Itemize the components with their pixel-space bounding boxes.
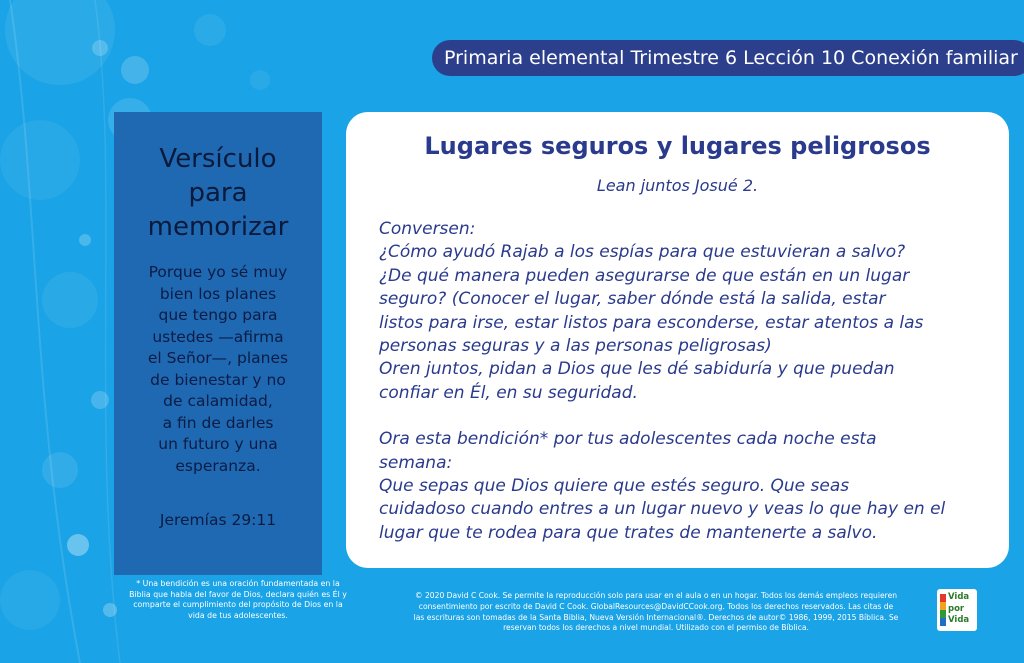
blessing-footnote (118, 579, 358, 621)
body-line: confiar en Él, en su seguridad. (379, 382, 638, 403)
verse-line: de calamidad, (163, 392, 273, 410)
verse-line: a fin de darles (162, 413, 274, 432)
memory-verse-title-line: para (188, 178, 248, 208)
copyright-line: © 2020 David C Cook. Se permite la reproducción solo para usar en el aula o en un hogar. Todos los demás empleos requieren (414, 591, 898, 600)
logo-word: Vida (948, 615, 970, 625)
footnote-line: Biblia que habla del favor de Dios, declara quién es Él y (129, 589, 347, 599)
verse-line: Porque yo sé muy (148, 263, 288, 281)
verse-line: el Señor—, planes (147, 349, 289, 367)
body-line: seguro? (Conocer el lugar, saber dónde está la salida, estar (379, 289, 886, 310)
card-subtitle: Lean juntos Josué 2. (596, 176, 759, 195)
logo-stripes-icon (940, 594, 946, 626)
memory-verse-title-line: Versículo (159, 144, 277, 174)
card-body (379, 218, 989, 545)
verse-line: ustedes —afirma (152, 327, 284, 346)
logo-text (948, 592, 969, 627)
verse-line: esperanza. (175, 456, 261, 475)
logo-word: Vida (948, 592, 970, 602)
memory-verse-title (114, 142, 322, 244)
blessing-line: Que sepas que Dios quiere que estés seguro. Que seas (379, 476, 850, 497)
copyright-line: las escrituras son tomadas de la Santa Biblia, Nueva Versión Internacional®. Derechos de autor© 1986, 1999, 2015 Bíblica. Se (413, 612, 899, 622)
body-line: personas seguras y a las personas peligrosas) (379, 336, 772, 357)
card-title: Lugares seguros y lugares peligrosos (424, 132, 931, 160)
memory-verse-text (114, 262, 322, 477)
lesson-header (432, 40, 1024, 76)
paragraph-gap (379, 405, 989, 428)
footnote-line: comparte el cumplimiento del propósito de Dios en la (133, 600, 343, 610)
logo-word: por (948, 603, 965, 614)
lesson-card (346, 112, 1009, 568)
body-line: ¿De qué manera pueden asegurarse de que están en un lugar (379, 265, 910, 286)
blessing-line: lugar que te rodea para que trates de mantenerte a salvo. (379, 522, 878, 543)
body-line: Conversen: (379, 219, 476, 239)
copyright-line: consentimiento por escrito de David C Cook. GlobalResources@DavidCCook.org. Todos los derechos reservados. Las citas de (418, 601, 894, 611)
verse-line: un futuro y una (158, 435, 278, 453)
memory-verse-title-line: memorizar (147, 212, 289, 242)
verse-reference: Jeremías 29:11 (159, 511, 277, 529)
body-line: ¿Cómo ayudó Rajab a los espías para que estuvieran a salvo? (379, 242, 906, 263)
copyright-notice (378, 591, 934, 634)
body-line: listos para irse, estar listos para esconderse, estar atentos a las (379, 312, 924, 333)
verse-line: de bienestar y no (150, 370, 286, 389)
blessing-line: semana: (379, 452, 453, 473)
lesson-header-text: Primaria elemental Trimestre 6 Lección 10 Conexión familiar (444, 47, 1018, 69)
verse-line: que tengo para (158, 306, 278, 324)
vida-por-vida-logo (937, 589, 977, 631)
footnote-line: * Una bendición es una oración fundamentada en la (136, 579, 340, 588)
blessing-line: cuidadoso cuando entres a un lugar nuevo y veas lo que hay en el (379, 499, 946, 520)
blessing-line: Ora esta bendición* por tus adolescentes cada noche esta (379, 429, 877, 450)
memory-verse-panel (114, 112, 322, 575)
body-line: Oren juntos, pidan a Dios que les dé sabiduría y que puedan (379, 359, 895, 380)
verse-line: bien los planes (159, 284, 277, 303)
footnote-line: vida de tus adolescentes. (188, 610, 288, 620)
copyright-line: reservan todos los derechos a nivel mundial. Utilizado con el permiso de Bíblica. (503, 623, 809, 633)
